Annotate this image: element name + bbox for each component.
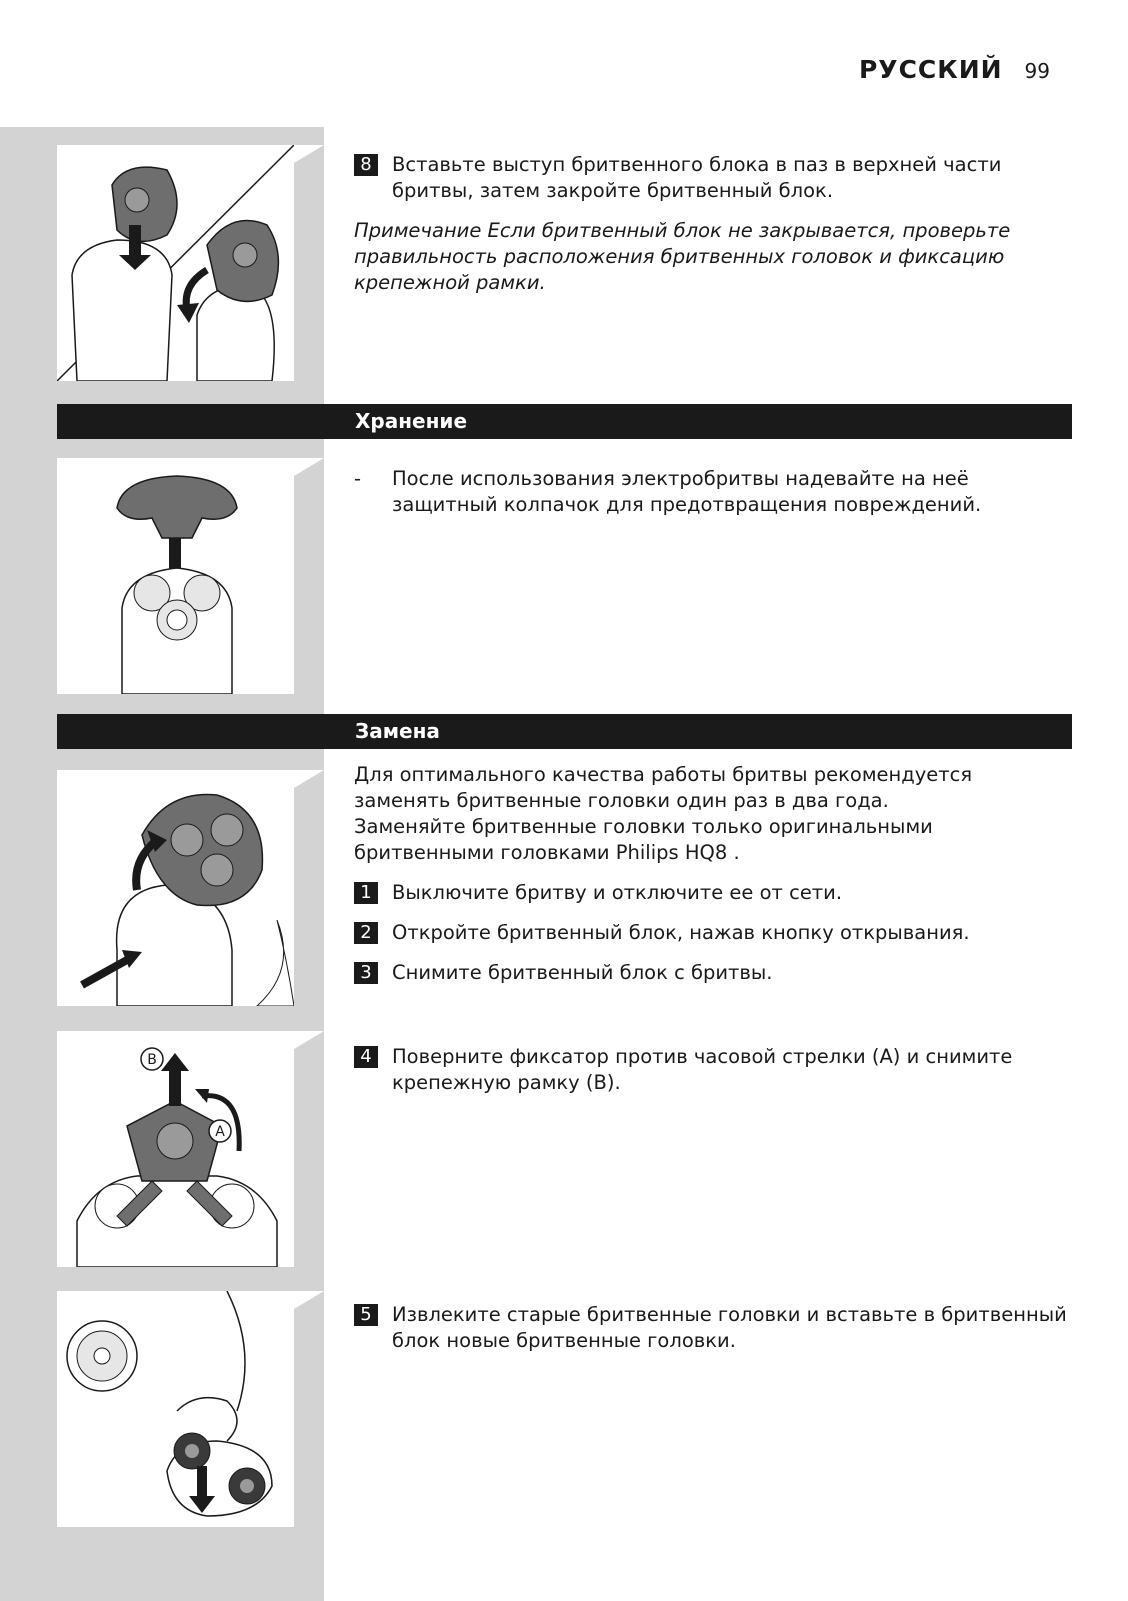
- step-number: 1: [354, 882, 378, 904]
- image-notch: [294, 458, 324, 476]
- illustration-replace-heads: [57, 1291, 294, 1527]
- figure-label-a: A: [215, 1124, 225, 1140]
- step-1: [354, 880, 1074, 906]
- step-text: Извлеките старые бритвенные головки и вставьте в бритвенный блок новые бритвенные головки.: [392, 1303, 1067, 1352]
- figure-label-b: B: [147, 1052, 157, 1068]
- image-notch: [294, 1031, 324, 1049]
- section-header-replacement: Замена: [57, 714, 1072, 749]
- illustration-open-shaving-unit: [57, 770, 294, 1006]
- step-number: 3: [354, 962, 378, 984]
- section-header-storage: Хранение: [57, 404, 1072, 439]
- replacement-intro-1: Для оптимального качества работы бритвы рекомендуется заменять бритвенные головки один раз в два года.: [354, 763, 973, 812]
- storage-text: После использования электробритвы надевайте на неё защитный колпачок для предотвращения повреждений.: [392, 467, 982, 516]
- replacement-intro-2: Заменяйте бритвенные головки только оригинальными бритвенными головками Philips HQ8 .: [354, 815, 933, 864]
- image-notch: [294, 770, 324, 788]
- illustration-protection-cap: [57, 458, 294, 694]
- step-3: [354, 960, 1074, 986]
- storage-instruction: [354, 466, 1074, 518]
- step-number: 4: [354, 1046, 378, 1068]
- language-label: РУССКИЙ: [858, 55, 1003, 84]
- close-shaving-unit-drawing: [57, 145, 294, 381]
- step-4: [354, 1044, 1074, 1096]
- step-text: Выключите бритву и отключите ее от сети.: [392, 881, 843, 904]
- note-text: Примечание Если бритвенный блок не закрывается, проверьте правильность расположения бритвенных головок и фиксацию крепежной рамки.: [354, 219, 1011, 294]
- bullet-dash: -: [354, 467, 362, 490]
- step-text: Откройте бритвенный блок, нажав кнопку открывания.: [392, 921, 970, 944]
- step-text: Вставьте выступ бритвенного блока в паз в верхней части бритвы, затем закройте бритвенный блок.: [392, 153, 1002, 202]
- page-number: 99: [1024, 59, 1050, 83]
- step-5: [354, 1302, 1074, 1354]
- step-number: 2: [354, 922, 378, 944]
- step-2: [354, 920, 1074, 946]
- page-header: [859, 55, 1050, 84]
- illustration-retaining-frame: [57, 1031, 294, 1267]
- step-text: Поверните фиксатор против часовой стрелки (A) и снимите крепежную рамку (B).: [392, 1045, 1013, 1094]
- step-8: [354, 152, 1074, 296]
- step-number: 8: [354, 154, 378, 176]
- protection-cap-drawing: [57, 458, 294, 694]
- step-text: Снимите бритвенный блок с бритвы.: [392, 961, 773, 984]
- retaining-frame-drawing: [57, 1031, 294, 1267]
- open-shaving-unit-drawing: [57, 770, 294, 1006]
- replace-heads-drawing: [57, 1291, 294, 1527]
- illustration-close-shaving-unit: [57, 145, 294, 381]
- image-notch: [294, 145, 324, 163]
- image-notch: [294, 1291, 324, 1309]
- replacement-block: [354, 762, 1074, 986]
- step-number: 5: [354, 1304, 378, 1326]
